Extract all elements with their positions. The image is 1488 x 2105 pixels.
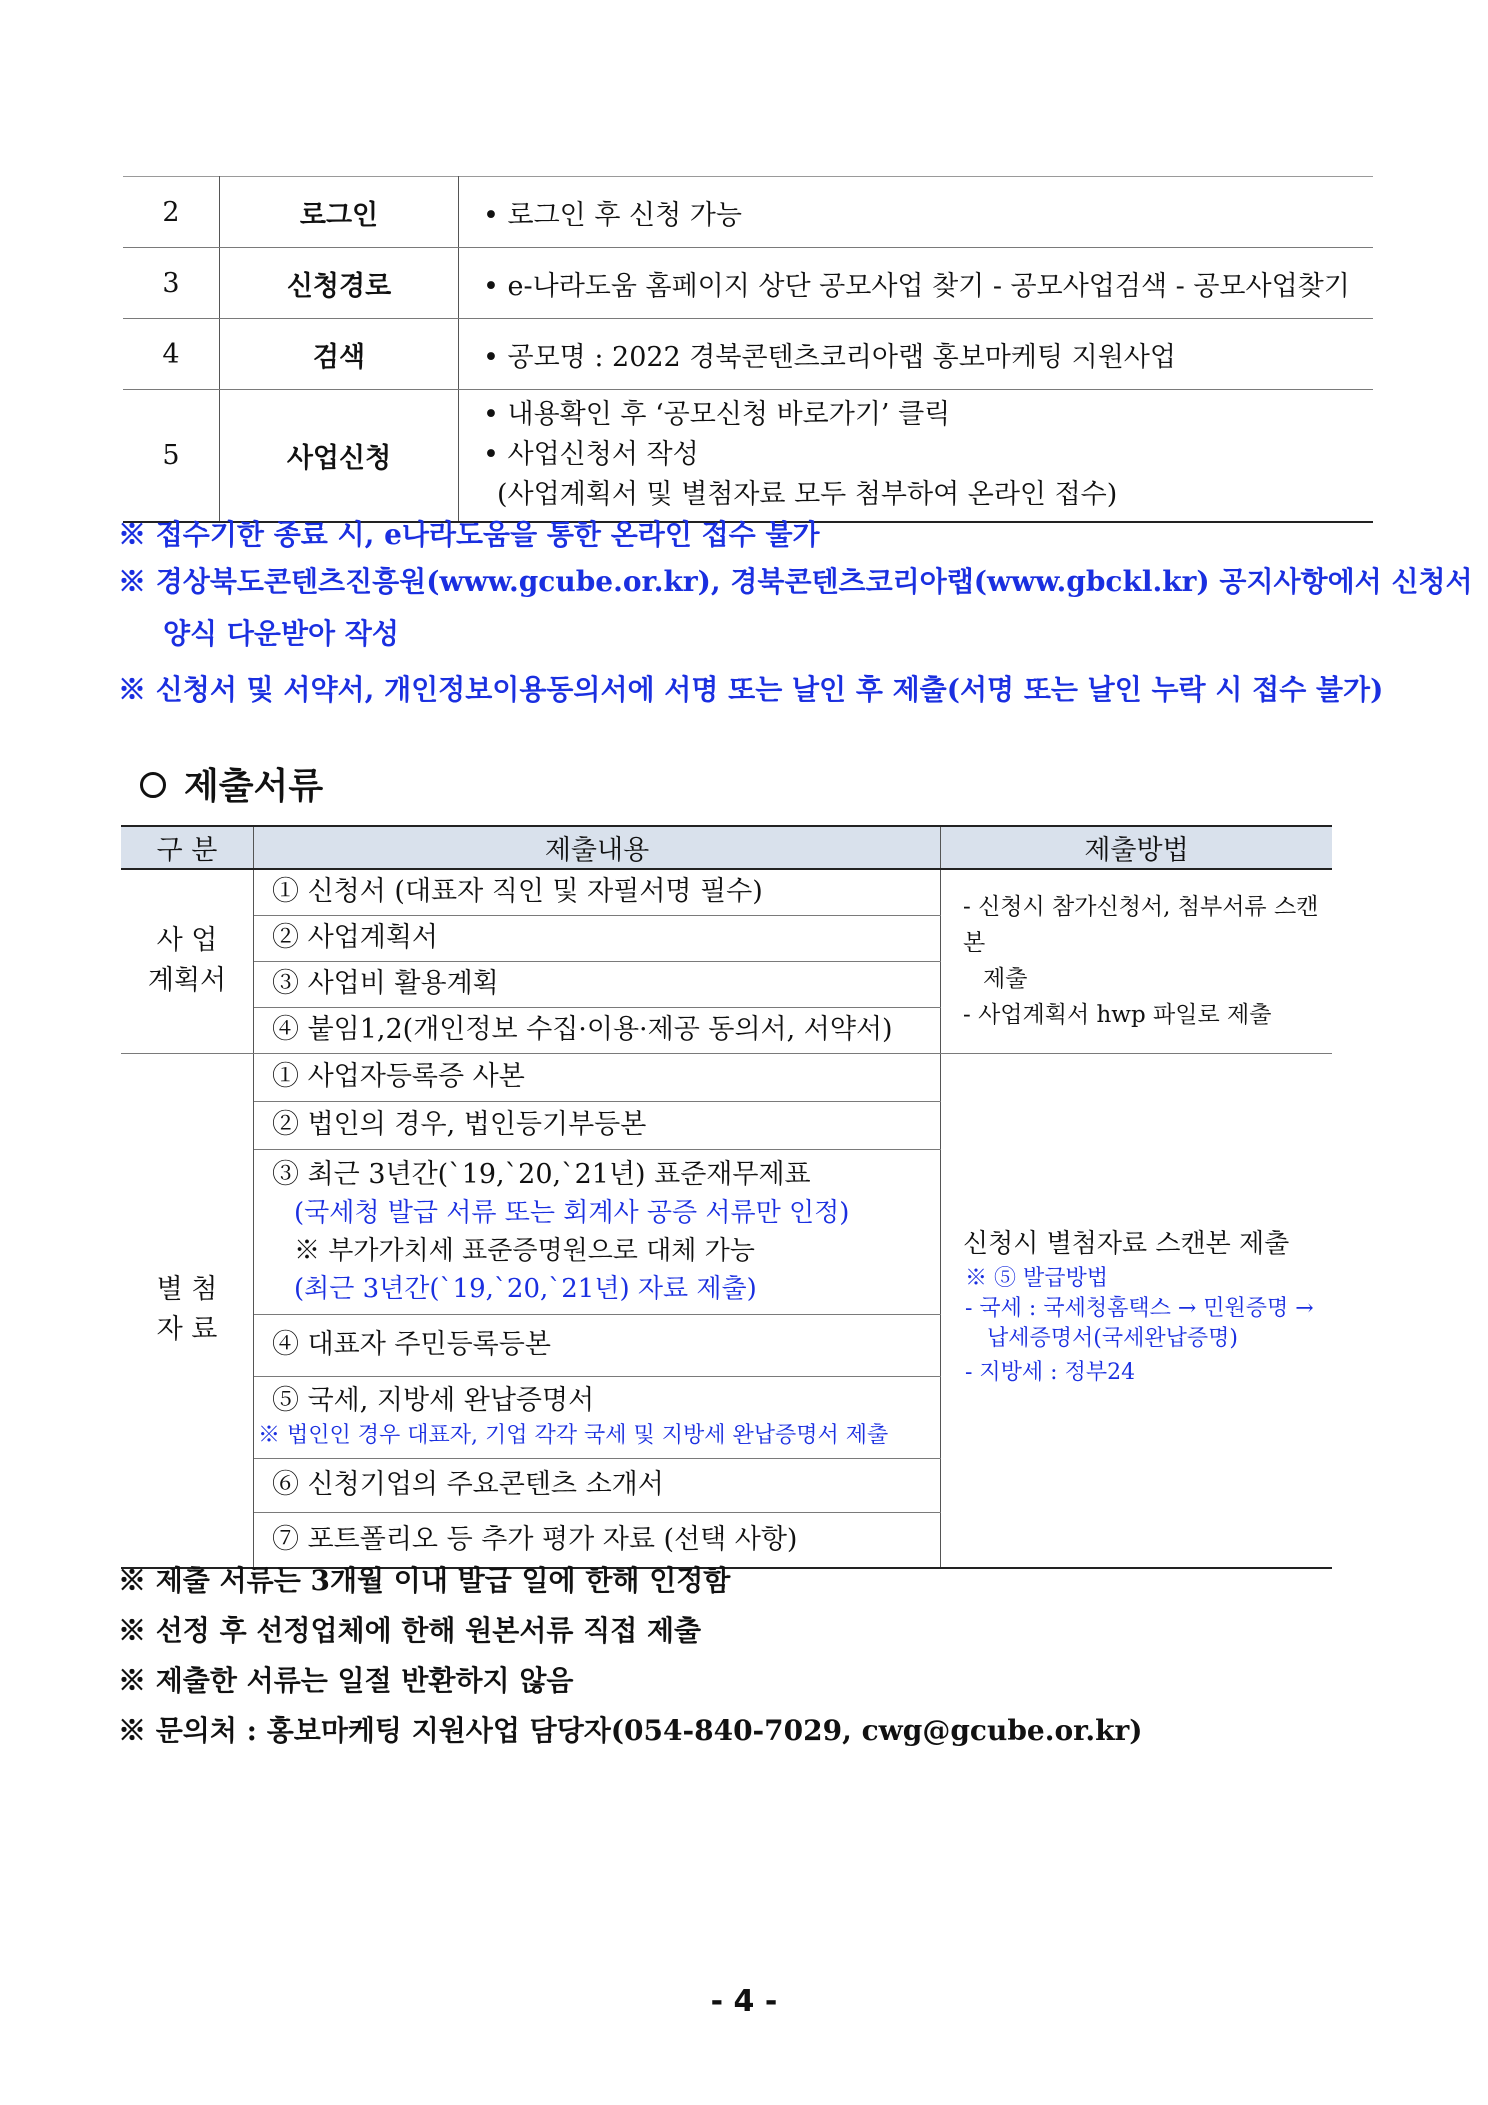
table-header-row	[121, 826, 1332, 869]
doc-item-line: ③ 최근 3년간(`19,`20,`21년) 표준재무제표	[272, 1158, 811, 1190]
note-deadline: ※ 접수기한 종료 시, e나라도움을 통한 온라인 접수 불가	[118, 518, 820, 551]
step-item: 사업신청	[220, 390, 459, 522]
step-item: 로그인	[220, 177, 459, 248]
doc-item: ⑥ 신청기업의 주요콘텐츠 소개서	[254, 1458, 941, 1512]
step-desc: • e-나라도움 홈페이지 상단 공모사업 찾기 - 공모사업검색 - 공모사업찾기	[459, 248, 1374, 319]
method-line: - 지방세 : 정부24	[965, 1359, 1136, 1385]
note-download-links-cont: 양식 다운받아 작성	[163, 617, 399, 650]
step-desc: • 공모명 : 2022 경북콘텐츠코리아랩 홍보마케팅 지원사업	[459, 319, 1374, 390]
col-header-category: 구 분	[121, 826, 254, 869]
doc-item-note: ※ 법인인 경우 대표자, 기업 각각 국세 및 지방세 완납증명서 제출	[258, 1423, 889, 1448]
note-download-links: ※ 경상북도콘텐츠진흥원(www.gcube.or.kr), 경북콘텐츠코리아랩(www.gbckl.kr) 공지사항에서 신청서	[118, 565, 1473, 598]
step-number: 3	[123, 248, 220, 319]
note-original-docs: ※ 선정 후 선정업체에 한해 원본서류 직접 제출	[118, 1614, 702, 1647]
note-validity: ※ 제출 서류는 3개월 이내 발급 일에 한해 인정함	[118, 1564, 731, 1597]
doc-item: ② 법인의 경우, 법인등기부등본	[254, 1101, 941, 1149]
note-no-return: ※ 제출한 서류는 일절 반환하지 않음	[118, 1664, 574, 1697]
step-desc-line: (사업계획서 및 별첨자료 모두 첨부하여 온라인 접수)	[497, 479, 1118, 511]
doc-item: ① 사업자등록증 사본	[254, 1053, 941, 1101]
doc-item-note: (최근 3년간(`19,`20,`21년) 자료 제출)	[294, 1273, 757, 1304]
doc-item	[254, 1149, 941, 1314]
step-number: 5	[123, 390, 220, 522]
note-signature: ※ 신청서 및 서약서, 개인정보이용동의서에 서명 또는 날인 후 제출(서명 또는 날인 누락 시 접수 불가)	[118, 673, 1384, 706]
method-line: - 사업계획서 hwp 파일로 제출	[963, 1002, 1272, 1029]
step-number: 4	[123, 319, 220, 390]
table-row	[123, 177, 1373, 248]
step-desc-line: • 사업신청서 작성	[483, 439, 699, 471]
note-contact: ※ 문의처 : 홍보마케팅 지원사업 담당자(054-840-7029, cwg@gcube.or.kr)	[118, 1714, 1143, 1747]
circle-bullet-icon	[140, 772, 166, 798]
method-line: 제출	[983, 966, 1028, 993]
step-item: 검색	[220, 319, 459, 390]
method-attachments	[941, 1053, 1333, 1568]
method-line: - 신청시 참가신청서, 첨부서류 스캔본	[963, 894, 1319, 957]
documents-table	[121, 825, 1332, 1569]
method-line: - 국세 : 국세청홈택스 → 민원증명 →	[965, 1295, 1314, 1321]
method-plan	[941, 869, 1333, 1053]
category-plan	[121, 869, 254, 1053]
table-row	[123, 390, 1373, 522]
doc-item: ② 사업계획서	[254, 915, 941, 961]
step-desc-line: • 내용확인 후 ‘공모신청 바로가기’ 클릭	[483, 399, 951, 431]
method-line: 납세증명서(국세완납증명)	[987, 1325, 1238, 1351]
col-header-method: 제출방법	[941, 826, 1333, 869]
table-row	[121, 1053, 1332, 1101]
doc-item-line: ⑤ 국세, 지방세 완납증명서	[272, 1385, 595, 1416]
doc-item-note: (국세청 발급 서류 또는 회계사 공증 서류만 인정)	[294, 1197, 850, 1228]
category-line: 계획서	[147, 965, 227, 997]
section-title: 제출서류	[184, 766, 324, 807]
step-item: 신청경로	[220, 248, 459, 319]
doc-item: ① 신청서 (대표자 직인 및 자필서명 필수)	[254, 869, 941, 915]
procedure-table	[123, 176, 1373, 523]
category-line: 자 료	[156, 1314, 218, 1346]
table-row	[123, 319, 1373, 390]
step-desc	[459, 390, 1374, 522]
method-line: 신청시 별첨자료 스캔본 제출	[963, 1228, 1290, 1259]
doc-item: ⑦ 포트폴리오 등 추가 평가 자료 (선택 사항)	[254, 1512, 941, 1568]
col-header-content: 제출내용	[254, 826, 941, 869]
doc-item-note: ※ 부가가치세 표준증명원으로 대체 가능	[294, 1235, 755, 1266]
category-attachments	[121, 1053, 254, 1568]
category-line: 사 업	[156, 925, 218, 957]
category-line: 별 첨	[156, 1274, 218, 1306]
method-line: ※ ⑤ 발급방법	[965, 1265, 1108, 1291]
step-number: 2	[123, 177, 220, 248]
step-desc: • 로그인 후 신청 가능	[459, 177, 1374, 248]
doc-item: ④ 대표자 주민등록등본	[254, 1314, 941, 1376]
doc-item: ③ 사업비 활용계획	[254, 961, 941, 1007]
section-heading	[140, 758, 323, 809]
doc-item: ④ 붙임1,2(개인정보 수집·이용·제공 동의서, 서약서)	[254, 1007, 941, 1053]
page-number: - 4 -	[710, 1984, 778, 2019]
table-row	[121, 869, 1332, 915]
table-row	[123, 248, 1373, 319]
doc-item	[254, 1376, 941, 1458]
